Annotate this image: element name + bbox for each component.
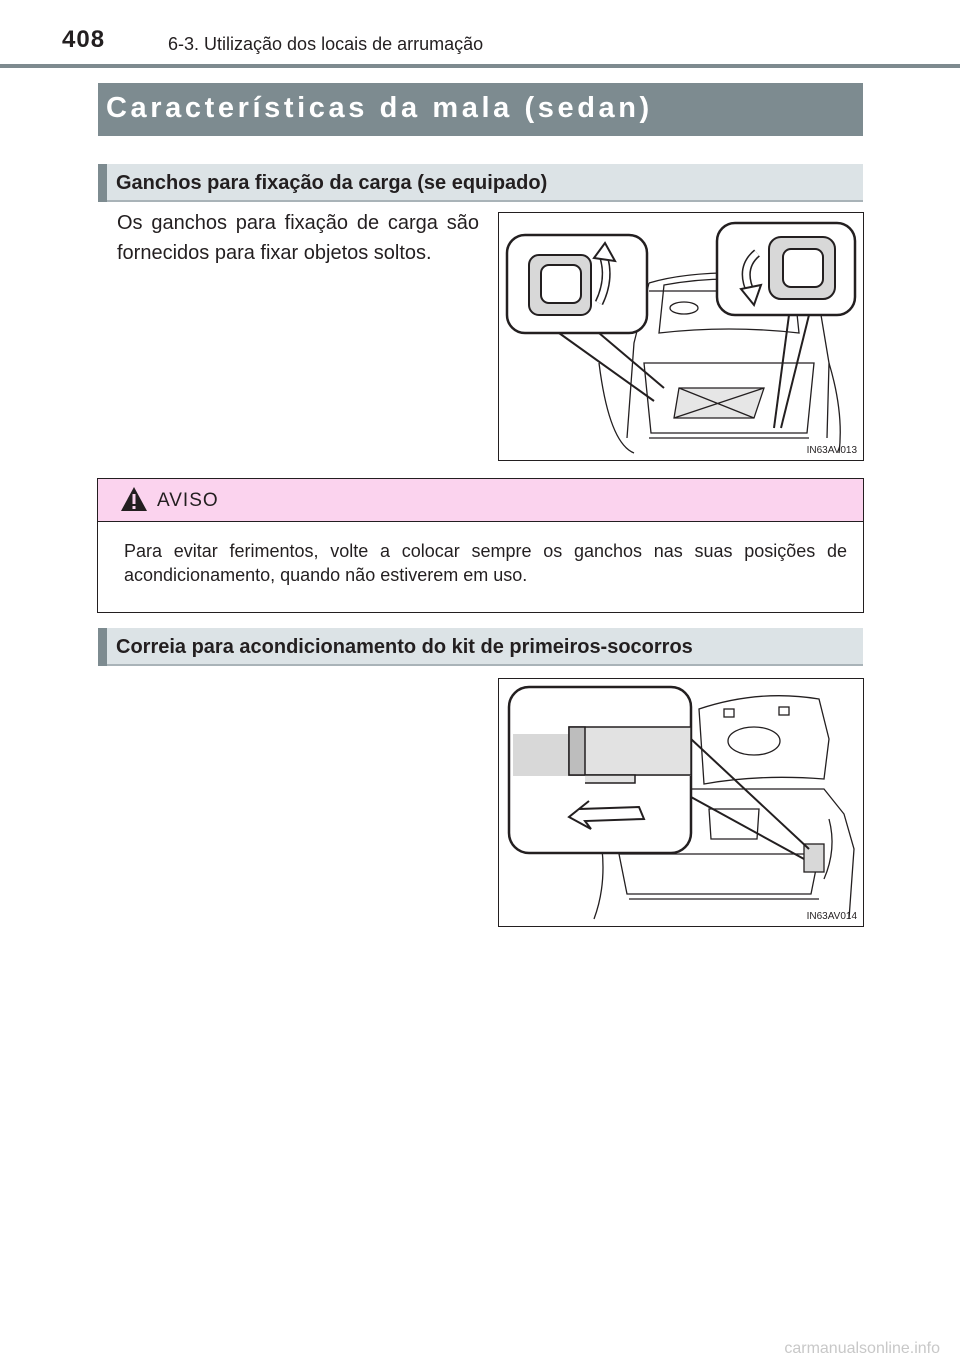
section-head-first-aid — [98, 628, 863, 666]
section-bar — [98, 164, 107, 202]
warning-label: AVISO — [157, 490, 219, 511]
section-head-cargo-hooks — [98, 164, 863, 202]
cargo-hooks-description: Os ganchos para fixação de carga são fornecidos para fixar objetos soltos. — [117, 212, 479, 264]
warning-header — [98, 479, 863, 522]
header-rule — [0, 64, 960, 68]
first-aid-strap-illustration — [499, 679, 863, 926]
figure-cargo-hooks — [498, 212, 864, 461]
figure-first-aid-strap — [498, 678, 864, 927]
warning-triangle-icon — [119, 485, 149, 513]
main-title-banner — [98, 83, 863, 136]
section-title-cargo-hooks: Ganchos para fixação da carga (se equipado) — [116, 172, 548, 194]
section-bar — [98, 628, 107, 666]
watermark: carmanualsonline.info — [784, 1340, 940, 1357]
running-head: 6-3. Utilização dos locais de arrumação — [168, 34, 484, 54]
warning-box — [97, 478, 864, 613]
page-number: 408 — [62, 26, 106, 53]
figure-code-013: IN63AV013 — [806, 445, 857, 456]
main-title: Características da mala (sedan) — [106, 92, 653, 124]
warning-text: Para evitar ferimentos, volte a colocar sempre os ganchos nas suas posições de acondicionamento, quando não estiverem em uso. — [124, 541, 847, 585]
trunk-hooks-illustration — [499, 213, 863, 460]
section-title-first-aid: Correia para acondicionamento do kit de primeiros-socorros — [116, 636, 693, 658]
figure-code-014: IN63AV014 — [806, 911, 857, 922]
